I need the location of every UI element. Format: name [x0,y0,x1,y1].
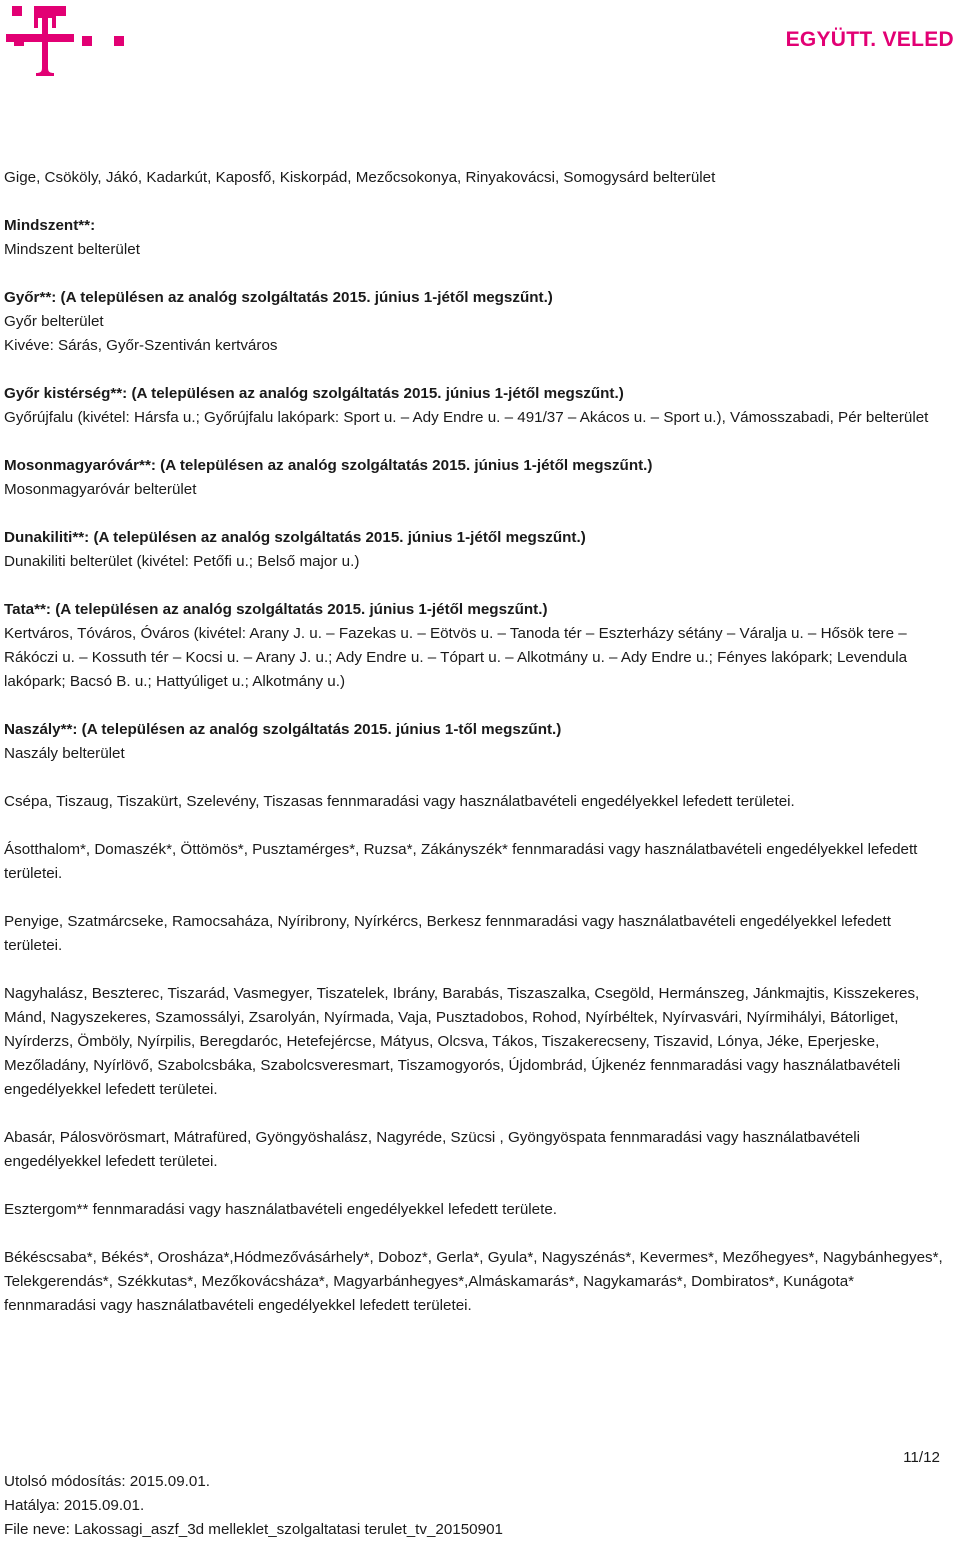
section-heading: Naszály**: (A településen az analóg szolgáltatás 2015. június 1-től megszűnt.) [4,721,562,738]
text-block [4,1246,944,1318]
text-block [4,286,944,358]
text-block [4,838,944,886]
text-block [4,526,944,574]
slogan: EGYÜTT. VELED [785,28,954,51]
text-block [4,598,944,694]
text-line: Nagyhalász, Beszterec, Tiszarád, Vasmegyer, Tiszatelek, Ibrány, Barabás, Tiszaszalka, Csegöld, Hermánszeg, Jánkmajtis, Kisszekeres, Mánd, Nagyszekeres, Szamossályi, Zsarolyán, Nyírmada, Vaja, Pusztadobos, Rohod, Nyírbéltek, Nyírvasvári, Nyírmihályi, Bátorliget, Nyírderzs, Ömböly, Nyírpilis, Beregdaróc, Hetefejércse, Mátyus, Olcsva, Tákos, Tiszakerecseny, Tiszavid, Lónya, Jéke, Eperjeske, Mezőladány, Nyírlövő, Szabolcsbáka, Szabolcsveresmart, Tiszamogyorós, Újdombrád, Újkenéz fennmaradási vagy használatbavételi engedélyekkel lefedett területei. [4,985,920,1098]
telekom-logo [0,0,150,80]
text-line: Békéscsaba*, Békés*, Orosháza*,Hódmezővásárhely*, Doboz*, Gerla*, Gyula*, Nagyszénás*, Kevermes*, Mezőhegyes*, Nagybánhegyes*, Telekgerendás*, Székkutas*, Mezőkovácsháza*, Magyarbánhegyes*,Almáskamarás*, Nagykamarás*, Dombiratos*, Kunágota* fennmaradási vagy használatbavételi engedélyekkel lefedett területei. [4,1249,943,1314]
text-line: Dunakiliti belterület (kivétel: Petőfi u.; Belső major u.) [4,553,360,570]
text-line: Gige, Csököly, Jákó, Kadarkút, Kaposfő, Kiskorpád, Mezőcsokonya, Rinyakovácsi, Somogysárd belterület [4,169,716,186]
text-block [4,214,944,262]
section-heading: Mindszent**: [4,217,96,234]
footer [4,1470,944,1542]
text-block [4,1126,944,1174]
text-block [4,1198,944,1222]
text-block [4,166,944,190]
text-line: Naszály belterület [4,745,125,762]
text-line: Penyige, Szatmárcseke, Ramocsaháza, Nyíribrony, Nyírkércs, Berkesz fennmaradási vagy használatbavételi engedélyekkel lefedett területei. [4,913,891,954]
text-line: Esztergom** fennmaradási vagy használatbavételi engedélyekkel lefedett területe. [4,1201,557,1218]
effective-date: Hatálya: 2015.09.01. [4,1497,145,1514]
text-block [4,982,944,1102]
page-number: 11/12 [903,1449,940,1466]
text-line: Kertváros, Tóváros, Óváros (kivétel: Arany J. u. – Fazekas u. – Eötvös u. – Tanoda tér – Eszterházy sétány – Váralja u. – Hősök tere – Rákóczi u. – Kossuth tér – Kocsi u. – Arany J. u.; Ady Endre u. – Tópart u. – Alkotmány u. – Ady Endre u.; Fényes lakópark; Levendula lakópark; Bacsó B. u.; Hattyúliget u.; Alkotmány u.) [4,625,908,690]
text-line: Győrújfalu (kivétel: Hársfa u.; Győrújfalu lakópark: Sport u. – Ady Endre u. – 491/37 – Akácos u. – Sport u.), Vámosszabadi, Pér belterület [4,409,929,426]
section-heading: Tata**: (A településen az analóg szolgáltatás 2015. június 1-jétől megszűnt.) [4,601,548,618]
text-line: Mosonmagyaróvár belterület [4,481,197,498]
text-block [4,454,944,502]
section-heading: Dunakiliti**: (A településen az analóg szolgáltatás 2015. június 1-jétől megszűnt.) [4,529,586,546]
file-name: File neve: Lakossagi_aszf_3d melleklet_szolgaltatasi terulet_tv_20150901 [4,1521,503,1538]
section-heading: Győr**: (A településen az analóg szolgáltatás 2015. június 1-jétől megszűnt.) [4,289,553,306]
text-line: Győr belterület [4,313,104,330]
text-line: Mindszent belterület [4,241,140,258]
section-heading: Mosonmagyaróvár**: (A településen az analóg szolgáltatás 2015. június 1-jétől megszűnt.) [4,457,653,474]
text-block [4,910,944,958]
text-line: Csépa, Tiszaug, Tiszakürt, Szelevény, Tiszasas fennmaradási vagy használatbavételi engedélyekkel lefedett területei. [4,793,795,810]
text-line: Ásotthalom*, Domaszék*, Öttömös*, Pusztamérges*, Ruzsa*, Zákányszék* fennmaradási vagy használatbavételi engedélyekkel lefedett területei. [4,841,918,882]
document-body [4,166,944,1342]
section-heading: Győr kistérség**: (A településen az analóg szolgáltatás 2015. június 1-jétől megszűnt.) [4,385,624,402]
text-block [4,382,944,430]
text-line: Abasár, Pálosvörösmart, Mátrafüred, Gyöngyöshalász, Nagyréde, Szücsi , Gyöngyöspata fennmaradási vagy használatbavételi engedélyekkel lefedett területei. [4,1129,861,1170]
text-block [4,718,944,766]
text-line: Kivéve: Sárás, Győr-Szentiván kertváros [4,337,278,354]
last-modified: Utolsó módosítás: 2015.09.01. [4,1473,211,1490]
text-block [4,790,944,814]
